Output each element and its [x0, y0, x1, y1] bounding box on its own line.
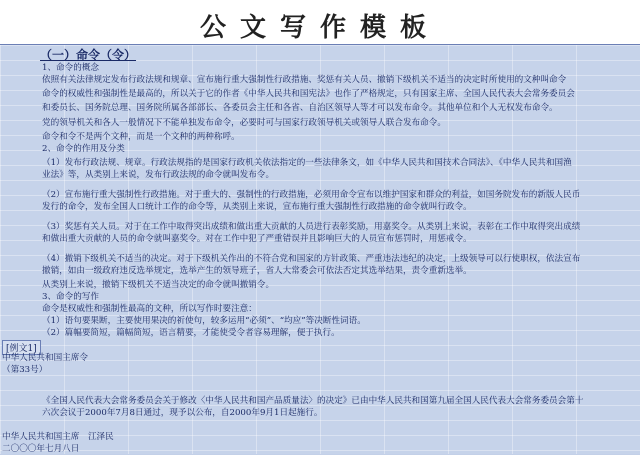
text-line: 和委员长、国务院总理、国务院所属各部部长、各委员会主任和各省、自治区领导人等才可以发布命令。其他单位和个人无权发布命令。	[42, 103, 558, 113]
text-line: 发行的命令，发布全国人口统计工作的命令等，从类别上来说，宣布施行重大强制性行政措施的命令就叫行政令。	[42, 202, 472, 212]
text-line: 2、命令的作用及分类	[42, 144, 125, 154]
text-line: 3、命令的写作	[42, 292, 100, 302]
example-issuer: 中华人民共和国主席令	[2, 353, 88, 363]
example-date: 二〇〇〇年七月八日	[2, 444, 80, 454]
text-line: 命令是权威性和强制性最高的文种，所以写作时要注意：	[42, 304, 257, 314]
text-line: 命令和令不是两个文种，而是一个文种的两种称呼。	[42, 132, 240, 142]
text-line: （2）篇幅要简短，篇幅简短，语言精要，才能使受令者容易理解，便于执行。	[42, 328, 340, 338]
text-line: 和做出重大贡献的人员的命令就叫嘉奖令。对在工作中犯了严重错误并且影响巨大的人员宣布惩罚时，用惩戒令。	[42, 234, 472, 244]
title-bar	[0, 0, 640, 45]
text-line: （2）宣布施行重大强制性行政措施。对于重大的、强制性的行政措施，必须用命令宣布以维护国家和群众的利益，如国务院发布的新版人民币	[42, 190, 581, 200]
text-line: 依照有关法律规定发布行政法规和规章、宣布施行重大强制性行政措施、奖惩有关人员、撤销下级机关不适当的决定时所使用的文种叫命令	[42, 75, 567, 85]
page-title: 公文写作模板	[199, 13, 440, 43]
section-heading: （一）命令（令）	[40, 48, 137, 62]
text-line: （1）语句要果断，主要使用果决的祈使句，较多运用“必须”、“均应”等决断性词语。	[42, 316, 366, 326]
text-line: 业法》等，从类别上来说，发布行政法规的命令就叫发布令。	[42, 170, 275, 180]
text-line: 党的领导机关和各人一般情况下不能单独发布命令，必要时可与国家行政领导机关或领导人联合发布命令。	[42, 118, 446, 128]
text-line: 撤销，如由一级政府违反选举规定，选举产生的领导班子，省人大常委会可依法否定其选举结果，责令重新选举。	[42, 266, 472, 276]
text-line: 从类别上来说，撤销下级机关不适当决定的命令就叫撤销令。	[42, 280, 275, 290]
text-line: （3）奖惩有关人员。对于在工作中取得突出成绩和做出重大贡献的人员进行表彰奖励，用嘉奖令。从类别上来说，表彰在工作中取得突出成绩	[42, 222, 581, 232]
text-line: 1、命令的概念	[42, 63, 100, 73]
example-body: 六次会议于2000年7月8日通过，现予以公布，自2000年9月1日起施行。	[42, 408, 323, 418]
example-number: （第33号）	[2, 365, 48, 375]
example-body: 《全国人民代表大会常务委员会关于修改〈中华人民共和国产品质量法〉的决定》已由中华人民共和国第九届全国人民代表大会常务委员会第十	[42, 396, 584, 406]
text-line: （1）发布行政法规、规章。行政法规指的是国家行政机关依法指定的一些法律条文，如《中华人民共和国技术合同法》、《中华人民共和国渔	[42, 158, 572, 168]
text-line: （4）撤销下级机关不适当的决定。对于下级机关作出的不符合党和国家的方针政策、严重违法违纪的决定，上级领导可以行使职权，依法宣布	[42, 254, 581, 264]
text-line: 命令的权威性和强制性是最高的，所以关于它的作者《中华人民共和国宪法》也作了严格规定，只有国家主席、全国人民代表大会常务委员会	[42, 89, 575, 99]
example-signature: 中华人民共和国主席 江泽民	[2, 432, 114, 442]
example-tag: [例文1]	[2, 340, 41, 355]
